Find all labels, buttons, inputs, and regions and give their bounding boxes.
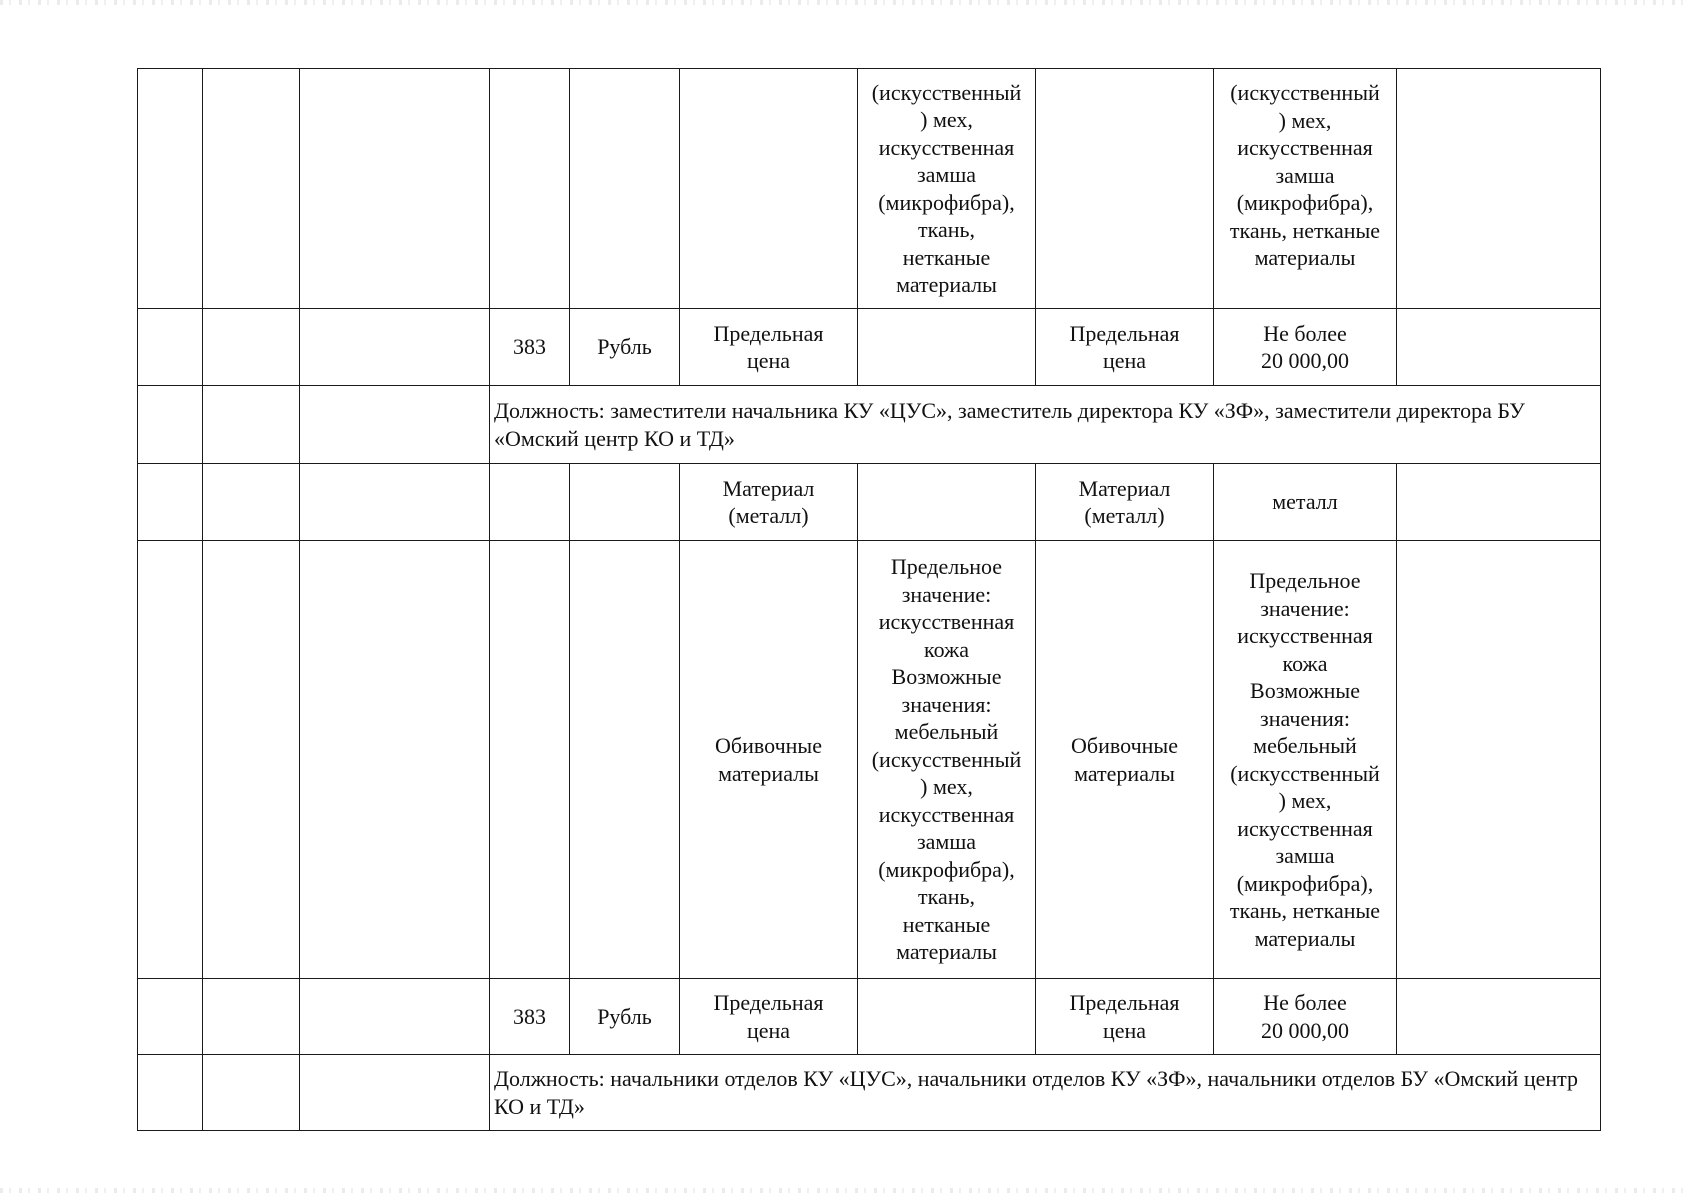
position-row [138, 386, 1601, 464]
empty-cell [300, 464, 490, 541]
requirements-table [137, 68, 1601, 1131]
table-row [138, 979, 1601, 1055]
characteristic-left-cell: Обивочные материалы [680, 541, 858, 979]
table-row [138, 69, 1601, 309]
table-row [138, 464, 1601, 541]
scan-edge-bottom [0, 1188, 1686, 1193]
empty-cell [138, 1055, 203, 1131]
code-cell [490, 541, 570, 979]
unit-cell [570, 464, 680, 541]
empty-cell [300, 309, 490, 386]
extra-cell [1397, 309, 1601, 386]
value-left-cell [858, 464, 1036, 541]
empty-cell [138, 69, 203, 309]
extra-cell [1397, 541, 1601, 979]
unit-cell [570, 541, 680, 979]
position-heading: Должность: заместители начальника КУ «ЦУС», заместитель директора КУ «ЗФ», заместители директора БУ «Омский центр КО и ТД» [490, 386, 1601, 464]
value-right-cell: Предельное значение: искусственная кожа Возможные значения: мебельный (искусственный ) мех, искусственная замша (микрофибра), ткань, нетканые материалы [1214, 541, 1397, 979]
empty-cell [138, 979, 203, 1055]
unit-cell [570, 69, 680, 309]
empty-cell [203, 464, 300, 541]
table-row [138, 309, 1601, 386]
empty-cell [203, 541, 300, 979]
empty-cell [203, 386, 300, 464]
characteristic-right-cell: Обивочные материалы [1036, 541, 1214, 979]
value-right-cell: Не более 20 000,00 [1214, 309, 1397, 386]
value-right-cell: металл [1214, 464, 1397, 541]
code-cell [490, 69, 570, 309]
empty-cell [138, 386, 203, 464]
value-right-cell: (искусственный ) мех, искусственная замша (микрофибра), ткань, нетканые материалы [1214, 69, 1397, 309]
empty-cell [138, 541, 203, 979]
scan-edge-top [0, 0, 1686, 5]
extra-cell [1397, 979, 1601, 1055]
empty-cell [203, 309, 300, 386]
unit-cell: Рубль [570, 979, 680, 1055]
characteristic-left-cell: Предельная цена [680, 979, 858, 1055]
value-left-cell [858, 979, 1036, 1055]
unit-cell: Рубль [570, 309, 680, 386]
empty-cell [203, 1055, 300, 1131]
characteristic-right-cell: Предельная цена [1036, 309, 1214, 386]
empty-cell [300, 386, 490, 464]
code-cell [490, 464, 570, 541]
characteristic-left-cell: Материал (металл) [680, 464, 858, 541]
value-left-cell: (искусственный ) мех, искусственная замша (микрофибра), ткань, нетканые материалы [858, 69, 1036, 309]
empty-cell [203, 69, 300, 309]
characteristic-right-cell: Материал (металл) [1036, 464, 1214, 541]
characteristic-left-cell [680, 69, 858, 309]
table-row [138, 541, 1601, 979]
code-cell: 383 [490, 979, 570, 1055]
empty-cell [203, 979, 300, 1055]
empty-cell [300, 1055, 490, 1131]
extra-cell [1397, 464, 1601, 541]
empty-cell [300, 979, 490, 1055]
empty-cell [138, 464, 203, 541]
value-left-cell [858, 309, 1036, 386]
characteristic-right-cell: Предельная цена [1036, 979, 1214, 1055]
empty-cell [300, 541, 490, 979]
value-left-cell: Предельное значение: искусственная кожа Возможные значения: мебельный (искусственный ) мех, искусственная замша (микрофибра), ткань, нетканые материалы [858, 541, 1036, 979]
characteristic-right-cell [1036, 69, 1214, 309]
code-cell: 383 [490, 309, 570, 386]
characteristic-left-cell: Предельная цена [680, 309, 858, 386]
extra-cell [1397, 69, 1601, 309]
position-row [138, 1055, 1601, 1131]
empty-cell [138, 309, 203, 386]
position-heading: Должность: начальники отделов КУ «ЦУС», начальники отделов КУ «ЗФ», начальники отделов БУ «Омский центр КО и ТД» [490, 1055, 1601, 1131]
empty-cell [300, 69, 490, 309]
value-right-cell: Не более 20 000,00 [1214, 979, 1397, 1055]
